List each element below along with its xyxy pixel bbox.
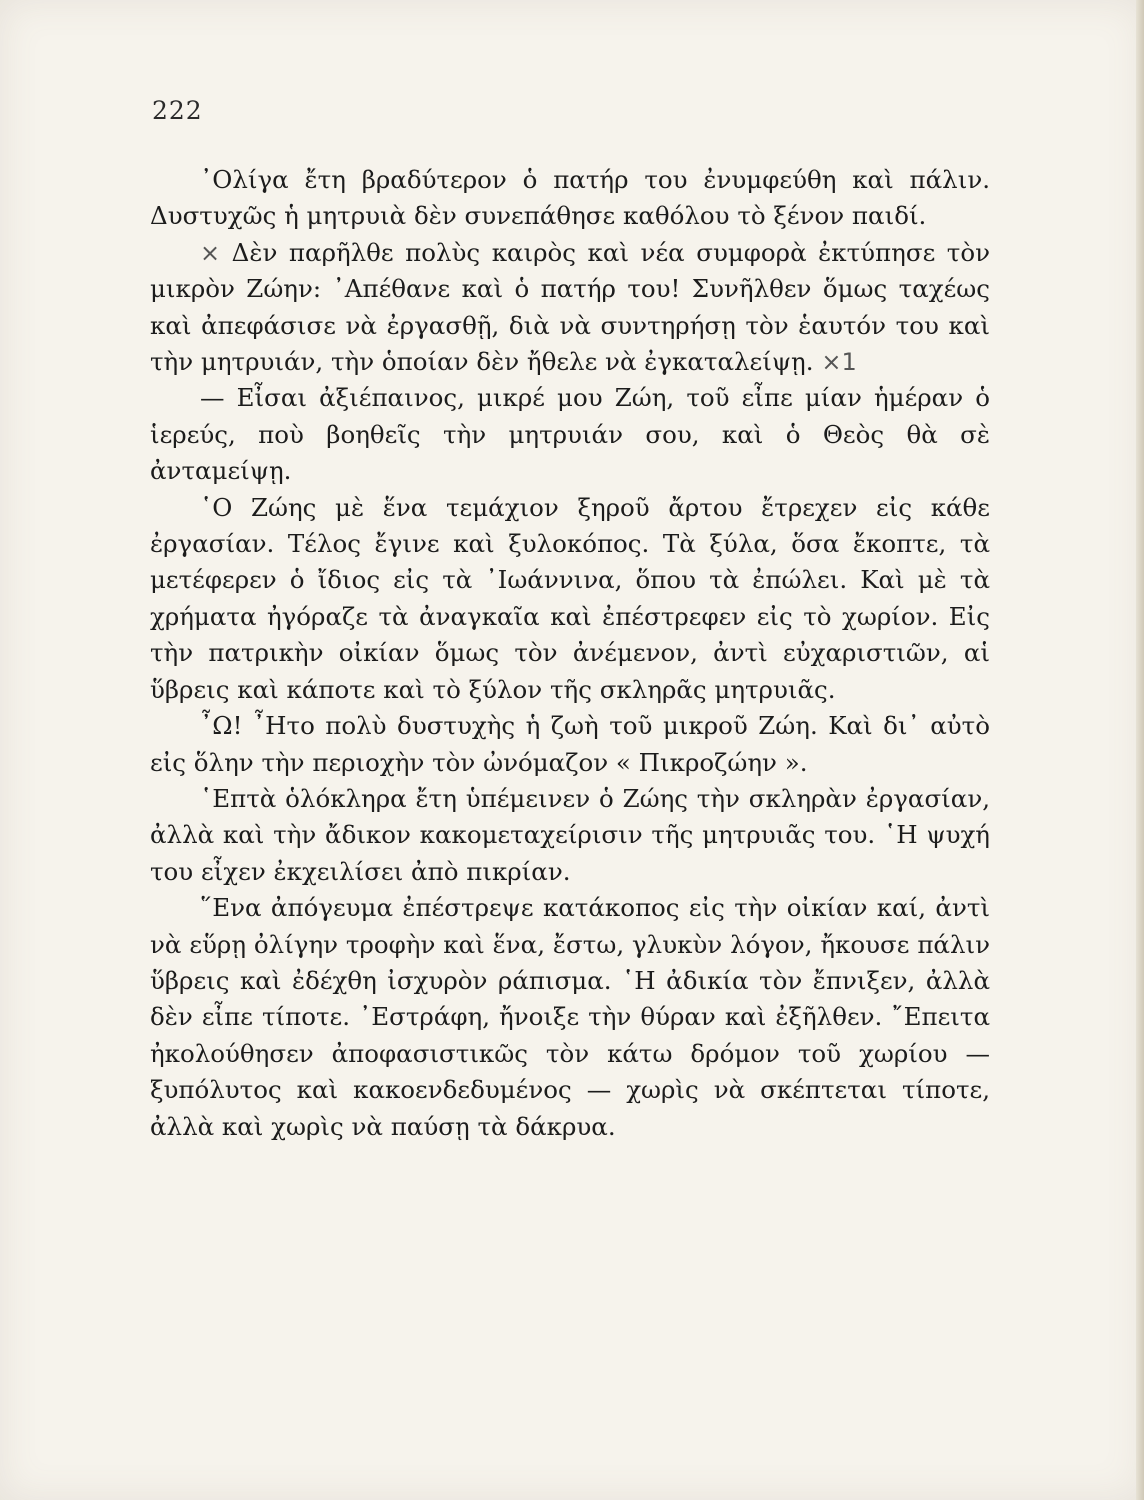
- paragraph-2: [150, 235, 990, 381]
- paragraph-4: ῾Ο Ζώης μὲ ἕνα τεμάχιον ξηροῦ ἄρτου ἔτρεχεν εἰς κάθε ἐργασίαν. Τέλος ἔγινε καὶ ξυλοκόπος. Τὰ ξύλα, ὅσα ἔκοπτε, τὰ μετέφερεν ὁ ἴδιος εἰς τὰ ᾿Ιωάννινα, ὅπου τὰ ἐπώλει. Καὶ μὲ τὰ χρήματα ἠγόραζε τὰ ἀναγκαῖα καὶ ἐπέστρεφεν εἰς τὸ χωρίον. Εἰς τὴν πατρικὴν οἰκίαν ὅμως τὸν ἀνέμενον, ἀντὶ εὐχαριστιῶν, αἱ ὕβρεις καὶ κάποτε καὶ τὸ ξύλον τῆς σκληρᾶς μητρυιᾶς.: [150, 492, 990, 704]
- paragraph-3: — Εἶσαι ἀξιέπαινος, μικρέ μου Ζώη, τοῦ εἶπε μίαν ἡμέραν ὁ ἱερεύς, ποὺ βοηθεῖς τὴν μητρυιάν σου, καὶ ὁ Θεὸς θὰ σὲ ἀνταμείψῃ.: [150, 383, 990, 486]
- paragraph-7: ῞Ενα ἀπόγευμα ἐπέστρεψε κατάκοπος εἰς τὴν οἰκίαν καί, ἀντὶ νὰ εὕρῃ ὀλίγην τροφὴν καὶ ἕνα, ἔστω, γλυκὺν λόγον, ἤκουσε πάλιν ὕβρεις καὶ ἐδέχθη ἰσχυρὸν ράπισμα. ῾Η ἀδικία τὸν ἔπνιξεν, ἀλλὰ δὲν εἶπε τίποτε. ᾿Εστράφη, ἤνοιξε τὴν θύραν καὶ ἐξῆλθεν. ῎Επειτα ἠκολούθησεν ἀποφασιστικῶς τὸν κάτω δρόμον τοῦ χωρίου — ξυπόλυτος καὶ κακοενδεδυμένος — χωρὶς νὰ σκέπτεται τίποτε, ἀλλὰ καὶ χωρὶς νὰ παύσῃ τὰ δάκρυα.: [150, 893, 990, 1141]
- paragraph-5: ῏Ω! ῏Ητο πολὺ δυστυχὴς ἡ ζωὴ τοῦ μικροῦ Ζώη. Καὶ δι᾿ αὐτὸ εἰς ὅλην τὴν περιοχὴν τὸν ὠνόμαζον « Πικροζώην ».: [150, 711, 990, 777]
- pencil-cross-mark: ×: [200, 238, 221, 267]
- pencil-footnote-mark: ×1: [821, 348, 857, 377]
- paragraph-1: ᾿Ολίγα ἔτη βραδύτερον ὁ πατήρ του ἐνυμφεύθη καὶ πάλιν. Δυστυχῶς ἡ μητρυιὰ δὲν συνεπάθησε καθόλου τὸ ξένον παιδί.: [150, 165, 990, 231]
- body-text: [150, 162, 990, 1145]
- paragraph-2-text: Δὲν παρῆλθε πολὺς καιρὸς καὶ νέα συμφορὰ ἐκτύπησε τὸν μικρὸν Ζώην: ᾿Απέθανε καὶ ὁ πατήρ του! Συνῆλθεν ὅμως ταχέως καὶ ἀπεφάσισε νὰ ἐργασθῇ, διὰ νὰ συντηρήσῃ τὸν ἑαυτόν του καὶ τὴν μητρυιάν, τὴν ὁποίαν δὲν ἤθελε νὰ ἐγκαταλείψῃ.: [150, 237, 990, 377]
- paragraph-6: ῾Επτὰ ὁλόκληρα ἔτη ὑπέμεινεν ὁ Ζώης τὴν σκληρὰν ἐργασίαν, ἀλλὰ καὶ τὴν ἄδικον κακομεταχείρισιν τῆς μητρυιᾶς του. ῾Η ψυχή του εἶχεν ἐκχειλίσει ἀπὸ πικρίαν.: [150, 783, 990, 886]
- page-number: 222: [152, 96, 203, 125]
- page-edge: [1136, 0, 1144, 1500]
